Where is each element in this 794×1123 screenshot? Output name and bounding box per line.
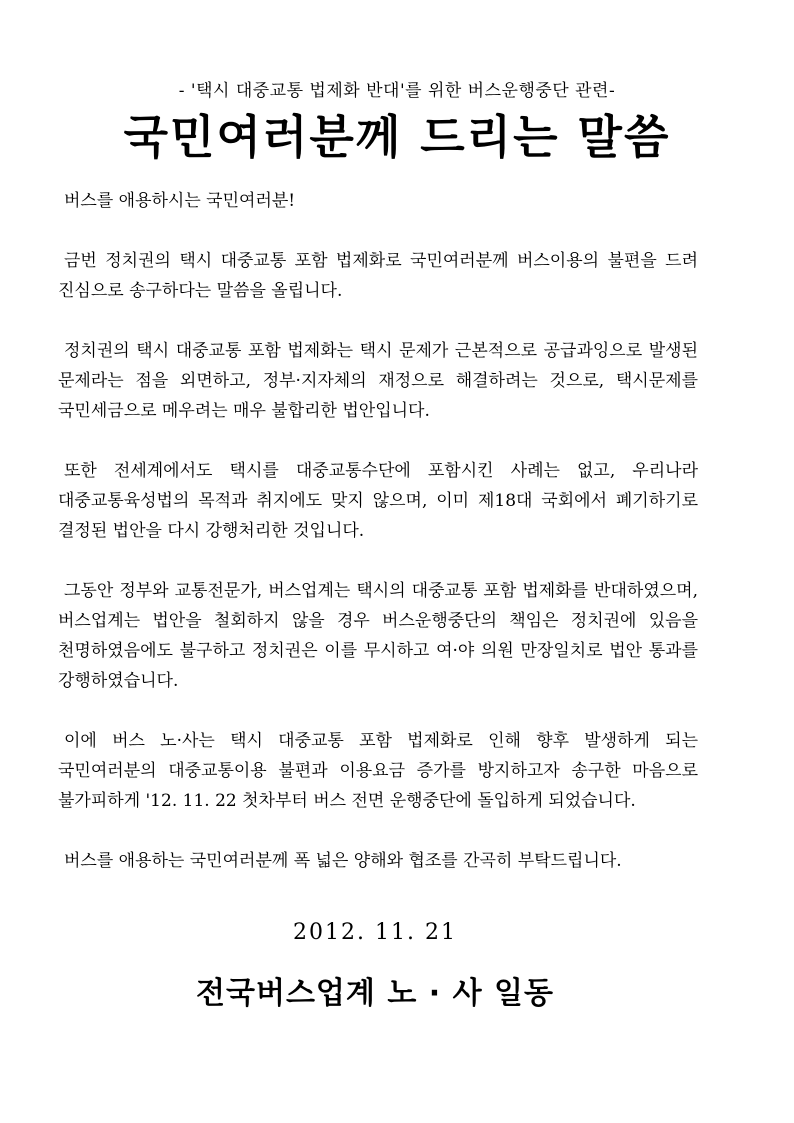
document-body [58, 186, 698, 876]
document-title: 국민여러분께 드리는 말씀 [123, 110, 671, 164]
policy-critique-paragraph: 정치권의 택시 대중교통 포함 법제화는 택시 문제가 근본적으로 공급과잉으로 발생된 문제라는 점을 외면하고, 정부·지자체의 재정으로 해결하려는 것으로, 택시문제를 국민세금으로 메우려는 매우 불합리한 법안입니다. [58, 341, 698, 421]
apology-paragraph: 금번 정치권의 택시 대중교통 포함 법제화로 국민여러분께 버스이용의 불편을 드려 진심으로 송구하다는 말씀을 올립니다. [58, 251, 698, 301]
signature-line: 전국버스업계 노 · 사 일동 [196, 976, 554, 1011]
service-suspension-paragraph: 이에 버스 노·사는 택시 대중교통 포함 법제화로 인해 향후 발생하게 되는 국민여러분의 대중교통이용 불편과 이용요금 증가를 방지하고자 송구한 마음으로 불가피하게 '12. 11. 22 첫차부터 버스 전면 운행중단에 돌입하게 되었습니다. [58, 731, 698, 811]
precedent-paragraph: 또한 전세계에서도 택시를 대중교통수단에 포함시킨 사례는 없고, 우리나라 대중교통육성법의 목적과 취지에도 맞지 않으며, 이미 제18대 국회에서 폐기하기로 결정된 법안을 다시 강행처리한 것입니다. [58, 461, 698, 541]
opposition-history-paragraph: 그동안 정부와 교통전문가, 버스업계는 택시의 대중교통 포함 법제화를 반대하였으며, 버스업계는 법안을 철회하지 않을 경우 버스운행중단의 책임은 정치권에 있음을 천명하였음에도 불구하고 정치권은 이를 무시하고 여·야 의원 만장일치로 법안 통과를 강행하였습니다. [58, 581, 698, 691]
closing-request-paragraph: 버스를 애용하는 국민여러분께 폭 넓은 양해와 협조를 간곡히 부탁드립니다. [64, 851, 622, 871]
greeting-paragraph: 버스를 애용하시는 국민여러분! [64, 191, 296, 211]
document-date: 2012. 11. 21 [293, 920, 457, 945]
document-subtitle: - '택시 대중교통 법제화 반대'를 위한 버스운행중단 관련- [178, 81, 616, 101]
